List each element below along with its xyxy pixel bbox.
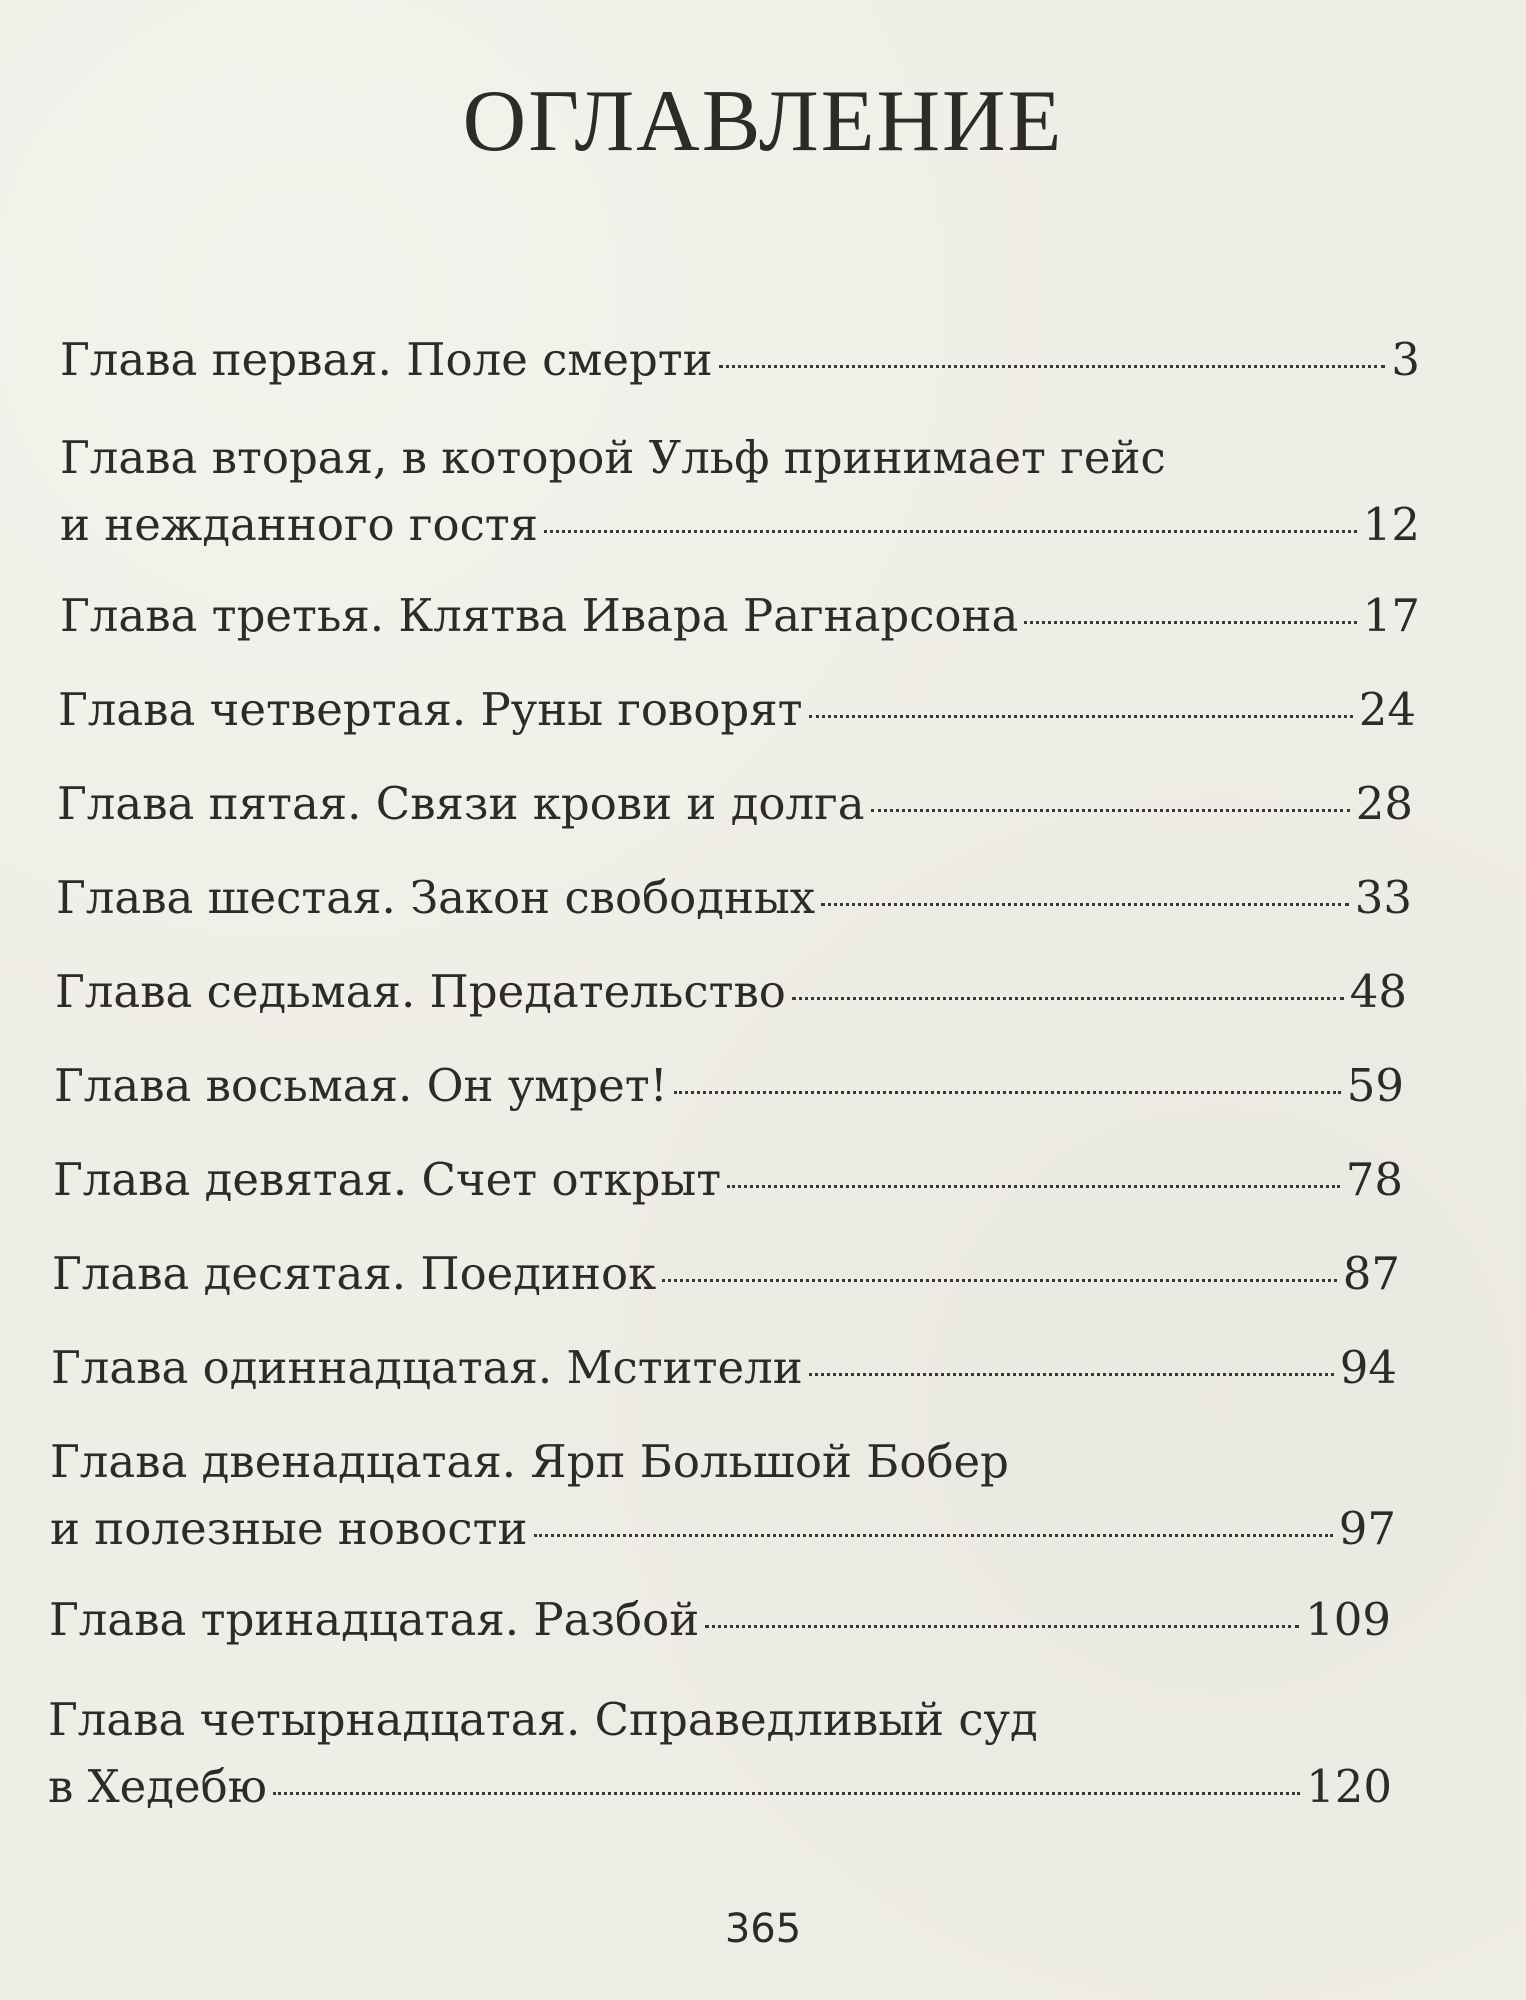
dot-leader bbox=[674, 1091, 1341, 1094]
toc-entry-12[interactable] bbox=[50, 1435, 1396, 1555]
toc-entry-5[interactable] bbox=[57, 777, 1413, 830]
chapter-title: Глава вторая, в которой Ульф принимает гейс bbox=[60, 431, 1166, 484]
toc-entry-7[interactable] bbox=[55, 965, 1407, 1018]
dot-leader bbox=[727, 1185, 1340, 1188]
chapter-page-number: 59 bbox=[1346, 1059, 1404, 1112]
chapter-title: Глава девятая. Счет открыт bbox=[53, 1153, 722, 1206]
chapter-title: Глава восьмая. Он умрет! bbox=[54, 1059, 668, 1112]
chapter-title: Глава третья. Клятва Ивара Рагнарсона bbox=[60, 589, 1019, 642]
dot-leader bbox=[809, 715, 1353, 718]
dot-leader bbox=[273, 1792, 1300, 1795]
toc-entry-3[interactable] bbox=[60, 589, 1420, 642]
chapter-page-number: 3 bbox=[1391, 333, 1420, 386]
chapter-page-number: 109 bbox=[1305, 1593, 1391, 1646]
chapter-page-number: 33 bbox=[1354, 871, 1412, 924]
toc-entry-4[interactable] bbox=[58, 683, 1416, 736]
toc-entry-13[interactable] bbox=[49, 1593, 1391, 1646]
chapter-page-number: 24 bbox=[1358, 683, 1416, 736]
page-number: 365 bbox=[724, 1906, 802, 1952]
dot-leader bbox=[1024, 621, 1356, 624]
chapter-title-continued: в Хедебю bbox=[48, 1760, 267, 1813]
chapter-page-number: 120 bbox=[1306, 1760, 1392, 1813]
chapter-title: Глава четырнадцатая. Справедливый суд bbox=[48, 1693, 1038, 1746]
dot-leader bbox=[792, 997, 1344, 1000]
toc-entry-10[interactable] bbox=[52, 1247, 1400, 1300]
chapter-page-number: 48 bbox=[1349, 965, 1407, 1018]
chapter-title: Глава двенадцатая. Ярп Большой Бобер bbox=[50, 1435, 1009, 1488]
toc-entry-14[interactable] bbox=[48, 1693, 1392, 1813]
chapter-page-number: 78 bbox=[1345, 1153, 1403, 1206]
chapter-title: Глава седьмая. Предательство bbox=[55, 965, 786, 1018]
dot-leader bbox=[821, 903, 1349, 906]
chapter-title: Глава одиннадцатая. Мстители bbox=[51, 1341, 803, 1394]
chapter-page-number: 12 bbox=[1362, 498, 1420, 551]
toc-entry-9[interactable] bbox=[53, 1153, 1403, 1206]
chapter-title: Глава шестая. Закон свободных bbox=[56, 871, 816, 924]
toc-entry-11[interactable] bbox=[51, 1341, 1397, 1394]
chapter-page-number: 87 bbox=[1342, 1247, 1400, 1300]
chapter-page-number: 97 bbox=[1338, 1502, 1396, 1555]
chapter-page-number: 94 bbox=[1339, 1341, 1397, 1394]
dot-leader bbox=[544, 530, 1357, 533]
chapter-page-number: 28 bbox=[1355, 777, 1413, 830]
chapter-title: Глава десятая. Поединок bbox=[52, 1247, 657, 1300]
chapter-title: Глава четвертая. Руны говорят bbox=[58, 683, 803, 736]
dot-leader bbox=[662, 1279, 1337, 1282]
chapter-page-number: 17 bbox=[1362, 589, 1420, 642]
toc-entry-6[interactable] bbox=[56, 871, 1412, 924]
chapter-title: Глава первая. Поле смерти bbox=[60, 333, 713, 386]
dot-leader bbox=[871, 809, 1350, 812]
toc-entry-1[interactable] bbox=[60, 333, 1420, 386]
dot-leader bbox=[719, 365, 1386, 368]
chapter-title-continued: и полезные новости bbox=[50, 1502, 528, 1555]
toc-entry-2[interactable] bbox=[60, 431, 1420, 551]
dot-leader bbox=[534, 1534, 1333, 1537]
chapter-title: Глава пятая. Связи крови и долга bbox=[57, 777, 865, 830]
dot-leader bbox=[705, 1625, 1299, 1628]
page-title: ОГЛАВЛЕНИЕ bbox=[462, 73, 1064, 170]
toc-entry-8[interactable] bbox=[54, 1059, 1404, 1112]
chapter-title: Глава тринадцатая. Разбой bbox=[49, 1593, 700, 1646]
chapter-title-continued: и нежданного гостя bbox=[60, 498, 539, 551]
dot-leader bbox=[809, 1373, 1334, 1376]
